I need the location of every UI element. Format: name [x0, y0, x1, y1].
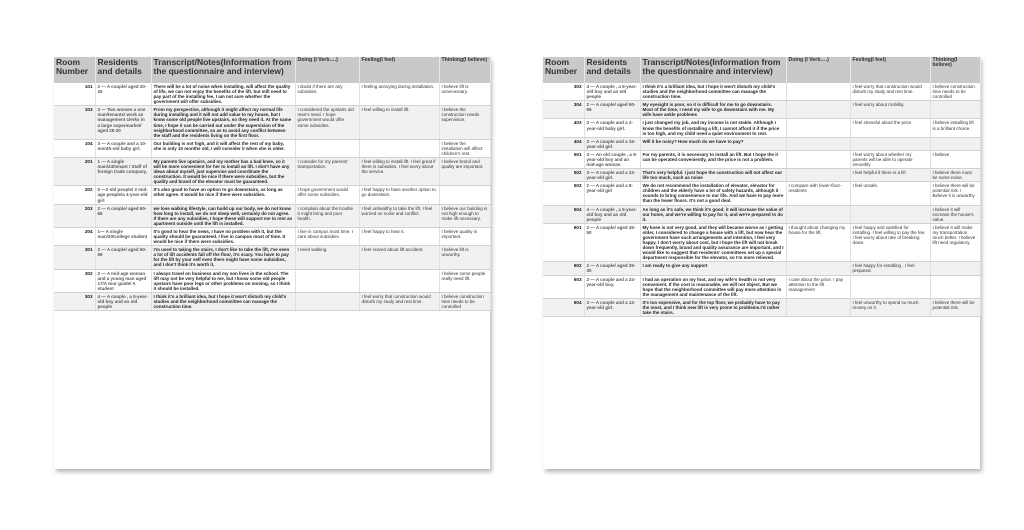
feeling-cell — [850, 205, 930, 223]
feeling-cell: I feel stressful about the price — [850, 119, 930, 137]
feeling-cell: I feel happy to hear it. — [359, 227, 439, 245]
doing-cell — [295, 139, 359, 157]
thinking-cell: I believe construction time needs to be controlled — [930, 83, 980, 101]
residents-cell: 3 — A couple and a 15-year-old girl. — [584, 137, 640, 150]
room-number-cell: 101 — [54, 83, 95, 106]
feeling-cell: I feel helpful if there is a lift — [850, 169, 930, 182]
transcript-cell: It's too expensive, and for the top floor, we probably have to pay the most, and I think new lift is very prone to problems.I'd rather take the stairs. — [640, 298, 786, 316]
thinking-cell — [930, 275, 980, 298]
doing-cell: I care about the price. I pay attention to the lift management — [786, 275, 850, 298]
thinking-cell: I believe some people really need lift. — [439, 269, 490, 292]
doing-cell: I live in campus most time. I care about subsidies. — [295, 227, 359, 245]
room-number-cell: 303 — [543, 83, 584, 101]
residents-cell: 3 — A couple and a 2-year-old baby girl. — [584, 119, 640, 137]
transcript-cell: As long as it's safe, we think it's good. it will increase the value of our home, and we're willing to pay for it, and we're prepared to do it. — [640, 205, 786, 223]
room-number-cell: 504 — [543, 205, 584, 223]
feeling-cell: I feel worry about whether my parents will be able to operate smoothly — [850, 150, 930, 168]
table-row — [543, 137, 980, 150]
doing-cell: I thought about changing my house for the lift. — [786, 223, 850, 262]
table-row — [54, 269, 490, 292]
doing-cell: I complain about the trouble it might bring and poor health. — [295, 204, 359, 227]
thinking-cell: I believe it will increase the house's value. — [930, 205, 980, 223]
residents-cell: 2 — A couple/ aged 60-65 — [95, 246, 151, 269]
feeling-cell: I feeling annoying during installation. — [359, 83, 439, 106]
thinking-cell: I believe lift is unnecessary. — [439, 83, 490, 106]
residents-cell: 2 — A couple and a 8-year-old girl — [584, 182, 640, 205]
transcript-cell: My eyesight is poor, so it is difficult for me to go downstairs. Most of the time, I need my wife to go downstairs with me. My wife have ankle problems — [640, 101, 786, 119]
doing-cell: I need walking. — [295, 246, 359, 269]
table-row — [543, 119, 980, 137]
thinking-cell — [439, 186, 490, 204]
table-row — [543, 298, 980, 316]
residents-cell: 4 — A couple , a 5-year-old boy and an old people — [95, 292, 151, 310]
feeling-cell: I feel willing to install lift. — [359, 106, 439, 139]
transcript-cell: From my perspective, although it might affect my normal life during installing and it will not add value to my house, but I know some old people live upstairs, so they need it. At the same time, I hope it can be carried out under the supervision of the neighborhood committee, so as to avoid any conflict between the staff and the residents living on the first floor. — [151, 106, 295, 139]
feeling-cell — [359, 269, 439, 292]
room-number-cell: 202 — [54, 186, 95, 204]
room-number-cell: 403 — [543, 119, 584, 137]
transcript-cell: For my parents, it is necessary to install an lift. But I hope the it can be operated conveniently, and the price is not a problem. — [640, 150, 786, 168]
doing-cell: I compare with lower-floor-residents — [786, 182, 850, 205]
table-body-left — [54, 83, 490, 311]
table-row — [54, 204, 490, 227]
residents-cell: 4 — An old couple , a 9-year-old boy and an mid-age woman — [584, 150, 640, 168]
thinking-cell — [930, 137, 980, 150]
doing-cell — [786, 137, 850, 150]
transcript-cell: we love walking lifestyle, can build up our body, we do not know how long to install, we do not sleep well, certainly do not agree. If there are any subsidies, I hope these will support me to rent an apartment outside until the lift is installed. — [151, 204, 295, 227]
transcript-cell: I had an operation on my foot, and my wife's health is not very convenient. If the cost is reasonable, we will not object, But we hope that the neighborhood committee will pay more attention in the management and maintenance of the lift. — [640, 275, 786, 298]
thinking-cell: I believe quality is important. — [439, 227, 490, 245]
feeling-cell — [850, 275, 930, 298]
residents-cell: 3 — A couple and a 24-year-old boy. — [584, 275, 640, 298]
header-room-number: Room Number — [54, 57, 95, 83]
header-thinking: Thinking(I believe) — [439, 57, 490, 83]
feeling-cell: I feel unsafe. — [850, 182, 930, 205]
transcript-cell: We do not recommend the installation of elevator, elevator for children and the elderly have a lot of safety hazards, although it sounds to bring convenience to our life. And we have to pay more than the lower floors. It's not a good deal. — [640, 182, 786, 205]
transcript-cell: Our building is not high, and it will affect the rest of my baby, she is only 10 months old, I will consider it when she is older. — [151, 139, 295, 157]
feeling-cell: I feel worry about mobility. — [850, 101, 930, 119]
transcript-cell: I just changed my job, and my income is not stable. Although I know the benefits of installing a lift, I cannot afford it if the price is too high, and my child need a quiet environment to rest. — [640, 119, 786, 137]
doing-cell — [786, 150, 850, 168]
table-row — [543, 150, 980, 168]
room-number-cell: 104 — [54, 139, 95, 157]
residents-cell: 3 — A couple and a 22-year-old girl. — [584, 169, 640, 182]
transcript-cell: It's also good to have an option to go downstairs, as long as other agree. It would be nice if there were subsidies. — [151, 186, 295, 204]
thinking-cell: I believe installing lift is a brilliant choice. — [930, 119, 980, 137]
room-number-cell: 501 — [543, 150, 584, 168]
residents-cell: 1 — A single man/24/tenant / Staff of foreign trade company, — [95, 158, 151, 186]
thinking-cell — [930, 262, 980, 275]
table-row — [54, 227, 490, 245]
doing-cell — [786, 205, 850, 223]
thinking-cell: I believe there will be potential risk. I Believe it is unworthy — [930, 182, 980, 205]
header-transcript: Transcript/Notes(Information from the questionnaire and interview) — [151, 57, 295, 83]
table-row — [543, 262, 980, 275]
table-row — [54, 139, 490, 157]
thinking-cell: I believe it will make my transportation much better. I believe lift need regulatory. — [930, 223, 980, 262]
table-row — [54, 186, 490, 204]
feeling-cell: I feel worry that construction would disturb my study and rest time. — [359, 292, 439, 310]
header-room-number: Room Number — [543, 57, 584, 83]
room-number-cell: 304 — [543, 101, 584, 119]
resident-table-right — [543, 57, 981, 317]
table-row — [543, 169, 980, 182]
table-row — [54, 158, 490, 186]
residents-cell: 4 — A couple , a 5-year-old boy and an old people — [584, 83, 640, 101]
thinking-cell: I believe the installation will affect children's rest. — [439, 139, 490, 157]
feeling-cell: I feel happy for installing . I feel prepared. — [850, 262, 930, 275]
room-number-cell: 601 — [543, 223, 584, 262]
header-feeling: Feeling(I feel) — [359, 57, 439, 83]
residents-cell: 4 — A couple , a 5-year-old boy and an old people — [584, 205, 640, 223]
doing-cell — [786, 262, 850, 275]
feeling-cell: I feel happy to have another option to go downstairs. — [359, 186, 439, 204]
feeling-cell: I feel unworthy to spend so much money on it. — [850, 298, 930, 316]
table-row — [543, 182, 980, 205]
room-number-cell: 404 — [543, 137, 584, 150]
feeling-cell — [359, 139, 439, 157]
table-row — [543, 83, 980, 101]
residents-cell: 2 — A couple/ aged 25-30 — [584, 262, 640, 275]
thinking-cell: I believe lift is unworthy. — [439, 246, 490, 269]
room-number-cell: 503 — [543, 182, 584, 205]
transcript-cell: There will be a lot of noise when installing, will affect the quality of life, we can not enjoy the benefits of the lift, but still need to pay part of the installing fee, I am not sure whether the government will offer subsidies. — [151, 83, 295, 106]
transcript-cell: My parents live upstairs, and my mother has a bad knee, so it will be more convenient for her to install an lift. I don't have any ideas about myself, just supervise and coordinate the construction. It would be nice if there were subsidies, but the quality and brand of the elevator must be guaranteed. — [151, 158, 295, 186]
table-row — [54, 292, 490, 310]
transcript-cell: Will it be noisy? How much do we have to pay? — [640, 137, 786, 150]
doing-cell — [786, 298, 850, 316]
room-number-cell: 502 — [543, 169, 584, 182]
room-number-cell: 602 — [543, 262, 584, 275]
header-feeling: Feeling(I feel) — [850, 57, 930, 83]
header-residents: Residents and details — [584, 57, 640, 83]
doing-cell — [295, 269, 359, 292]
doing-cell — [786, 119, 850, 137]
room-number-cell: 201 — [54, 158, 95, 186]
header-doing: Doing (I Verb….) — [786, 57, 850, 83]
thinking-cell: I believe brand and quality are important. — [439, 158, 490, 186]
feeling-cell: I feel happy and satisfied for installing. I feel willing to pay the fee. I feel worry about rate of breaking down. — [850, 223, 930, 262]
room-number-cell: 603 — [543, 275, 584, 298]
transcript-cell: I'm used to taking the stairs, I don't like to take the lift, I've seen a lot of lift accidents fall off the floor, it's scary. You have to pay for the lift by your self even there might have some subsidies, and I don't think it's worth it, — [151, 246, 295, 269]
table-body-right — [543, 83, 980, 317]
residents-cell: 2 — A mid-age woman and a young man aged 17/A tour guide/ A student — [95, 269, 151, 292]
table-row — [54, 83, 490, 106]
left-page — [54, 57, 490, 469]
room-number-cell: 203 — [54, 204, 95, 227]
room-number-cell: 204 — [54, 227, 95, 245]
residents-cell: 1— A single man/20/college student — [95, 227, 151, 245]
table-row — [543, 223, 980, 262]
doing-cell: I considered the upstairs old man's need. I hope government would offer some subsidies. — [295, 106, 359, 139]
room-number-cell: 302 — [54, 269, 95, 292]
thinking-cell: I believe construction time needs to be controlled — [439, 292, 490, 310]
table-row — [543, 205, 980, 223]
header-residents: Residents and details — [95, 57, 151, 83]
header-doing: Doing (I Verb….) — [295, 57, 359, 83]
right-page — [543, 57, 980, 469]
thinking-cell: I believe — [930, 150, 980, 168]
residents-cell: 2 — A couple/ aged 60-65 — [95, 204, 151, 227]
room-number-cell: 103 — [54, 106, 95, 139]
transcript-cell: My knee is not very good, and they will became worse as i getting older, I considered to change a house with a lift, but now hear the government have such arrangements and intention, I feel very happy. I don't worry about cost, but I hope the lift will not break down frequently, brand and quality assurance are important, and I would like to suggest that residents' committees set up a special department responsible for the elevator, so I'm more relieved. — [640, 223, 786, 262]
residents-cell: 2 — A couple/ aged 45-50 — [584, 223, 640, 262]
transcript-cell: That's very helpful. I just hope the construction will not affect our life too much, such as noise — [640, 169, 786, 182]
feeling-cell: I feel willing to install lift. I feel great if there is subsidies. I feel worry about the service. — [359, 158, 439, 186]
table-row — [543, 101, 980, 119]
thinking-cell — [930, 101, 980, 119]
header-thinking: Thinking(I believe) — [930, 57, 980, 83]
table-row — [54, 106, 490, 139]
thinking-cell: I believe the construction needs supervision. — [439, 106, 490, 139]
thinking-cell: I believe there must be some noise. — [930, 169, 980, 182]
table-row — [543, 275, 980, 298]
doing-cell — [786, 83, 850, 101]
feeling-cell: I feel scared about lift accident. — [359, 246, 439, 269]
feeling-cell: I feel worry that construction would disturb my study and rest time. — [850, 83, 930, 101]
resident-table-left — [54, 57, 491, 311]
room-number-cell: 604 — [543, 298, 584, 316]
thinking-cell: I believe our building is not high enough to make lift necessary. — [439, 204, 490, 227]
feeling-cell: I feel unhealthy to take the lift. I feel worried on noise and conflict. — [359, 204, 439, 227]
room-number-cell: 301 — [54, 246, 95, 269]
room-number-cell: 303 — [54, 292, 95, 310]
residents-cell: 2 — A couple/ aged 20-25 — [95, 83, 151, 106]
transcript-cell: I think it's a brilliant idea, but I hope it won't disturb my child's studies and the neighborhood committee can manage the construction time. — [151, 292, 295, 310]
doing-cell — [786, 101, 850, 119]
residents-cell: 2 — A couple/ aged 60-65 — [584, 101, 640, 119]
doing-cell: I doubt if there are any subsidies. — [295, 83, 359, 106]
transcript-cell: I am ready to give any support — [640, 262, 786, 275]
doing-cell — [786, 169, 850, 182]
doing-cell: I consider for my parents' transportation. — [295, 158, 359, 186]
residents-cell: 3 — Two women a one man/tenants/ work as management clerks in a large supermarket/ aged 25-30 — [95, 106, 151, 139]
header-transcript: Transcript/Notes(Information from the questionnaire and interview) — [640, 57, 786, 83]
transcript-cell: It's good to hear the news, I have no problem with it, but the quality should be guaranteed. I live in campus most of time. It would be nice if there were subsidies. — [151, 227, 295, 245]
transcript-cell: I think it's a brilliant idea, but I hope it won't disturb my child's studies and the neighborhood committee can manage the construction time. — [640, 83, 786, 101]
doing-cell: I hope government would offer some subsidies. — [295, 186, 359, 204]
feeling-cell — [850, 137, 930, 150]
residents-cell: 3 — A couple and a 12-year-old girl. — [584, 298, 640, 316]
residents-cell: 3 — A couple and a 10-month-old baby girl. — [95, 139, 151, 157]
transcript-cell: I always travel on business and my son lives in the school. The lift may not be very helpful to me, but I know some old people upstairs have poor legs or other problems on moving, so I think it should be installed. — [151, 269, 295, 292]
table-row — [54, 246, 490, 269]
doing-cell — [295, 292, 359, 310]
residents-cell: 5 —2 old people/ 2 mid-age people/a 4-year-old girl — [95, 186, 151, 204]
thinking-cell: I believe there will be potential risk. — [930, 298, 980, 316]
